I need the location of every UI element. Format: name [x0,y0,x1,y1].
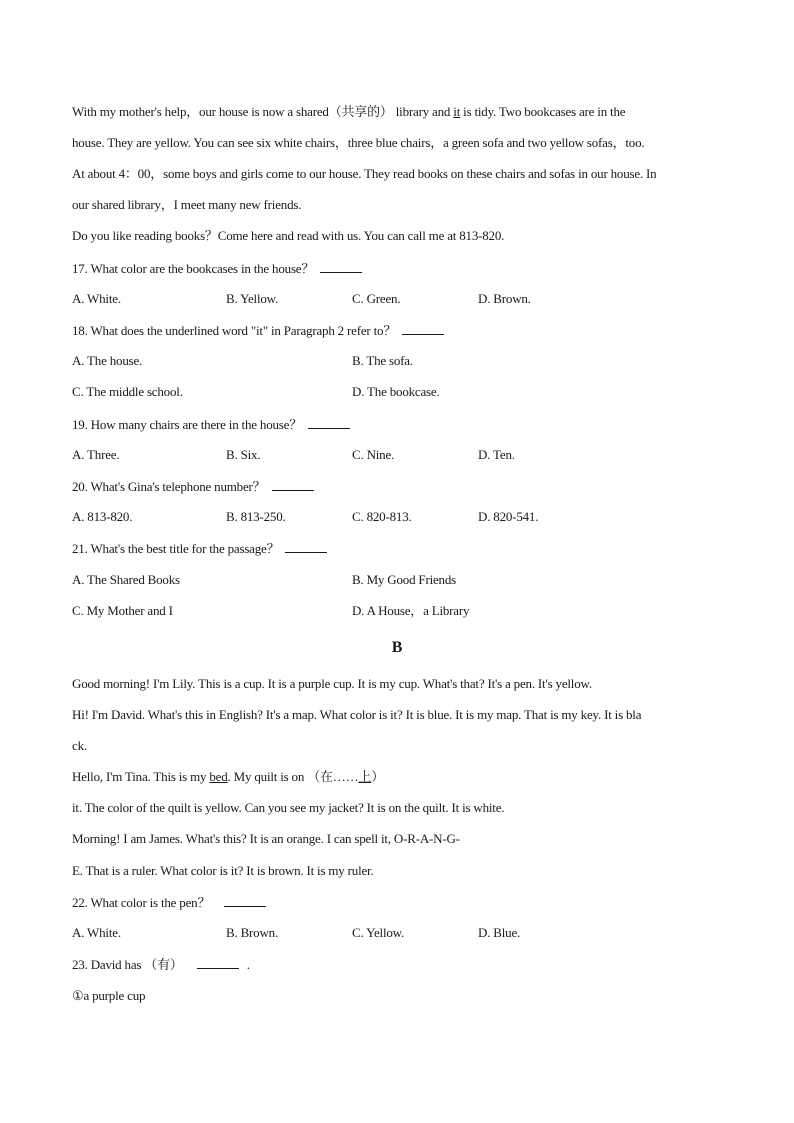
passage-line: our shared library，I meet many new friends. [72,197,302,212]
question-stem [72,260,362,277]
underlined-word: it [453,104,461,119]
option-c[interactable]: C. The middle school. [72,384,183,399]
options-row [72,291,732,307]
option-b[interactable]: B. Brown. [226,925,279,940]
answer-blank[interactable] [402,322,444,335]
option-b[interactable]: B. Six. [226,447,261,462]
answer-blank[interactable] [224,894,266,907]
passage-line: house. They are yellow. You can see six white chairs，three blue chairs，a green sofa and two yellow sofas，too. [72,135,645,150]
option-a[interactable]: A. Three. [72,447,120,462]
passage-line [72,769,384,785]
text: ） [371,769,385,784]
option-c[interactable]: C. Green. [352,291,401,306]
stem-text: 17. What color are the bookcases in the house？ [72,261,315,276]
option-c[interactable]: C. Yellow. [352,925,405,940]
option-d[interactable]: D. Brown. [478,291,531,306]
stem-text: 23. David has （有） [72,957,183,972]
question-stem [72,540,327,557]
options-row [72,572,732,588]
option-b[interactable]: B. My Good Friends [352,572,457,587]
passage-line: it. The color of the quilt is yellow. Can you see my jacket? It is on the quilt. It is white. [72,800,505,815]
passage-line: Morning! I am James. What's this? It is an orange. I can spell it, O-R-A-N-G- [72,831,460,846]
answer-blank[interactable] [285,540,327,553]
passage-line: Do you like reading books？Come here and read with us. You can call me at 813-820. [72,228,505,243]
option-1[interactable]: ①a purple cup [72,988,146,1003]
option-a[interactable]: A. 813-820. [72,509,133,524]
answer-blank[interactable] [308,416,350,429]
question-stem [72,322,444,339]
options-row [72,353,732,369]
question-stem [72,956,250,973]
option-c[interactable]: C. My Mother and I [72,603,173,618]
options-row [72,447,732,463]
passage-line: E. That is a ruler. What color is it? It is brown. It is my ruler. [72,863,374,878]
passage-line [72,104,625,120]
options-row [72,509,732,525]
question-stem [72,894,266,911]
passage-line: At about 4：00，some boys and girls come to our house. They read books on these chairs and sofas in our house. In [72,166,657,181]
text: Hello, I'm Tina. This is my [72,769,210,784]
underlined-word: bed [209,769,228,784]
passage-line: Hi! I'm David. What's this in English? It's a map. What color is it? It is blue. It is my map. That is my key. It is bla [72,707,642,722]
option-a[interactable]: A. The Shared Books [72,572,180,587]
option-b[interactable]: B. Yellow. [226,291,279,306]
option-a[interactable]: A. The house. [72,353,143,368]
answer-blank[interactable] [197,956,239,969]
stem-text: 22. What color is the pen？ [72,895,211,910]
section-heading: B [391,639,403,656]
passage-line: Good morning! I'm Lily. This is a cup. It is a purple cup. It is my cup. What's that? It's a pen. It's yellow. [72,676,592,691]
option-d[interactable]: D. Blue. [478,925,521,940]
options-row [72,603,732,619]
options-row [72,384,732,400]
options-row [72,925,732,941]
stem-text: 20. What's Gina's telephone number？ [72,479,266,494]
option-c[interactable]: C. 820-813. [352,509,412,524]
option-a[interactable]: A. White. [72,291,121,306]
option-d[interactable]: D. A House，a Library [352,603,470,618]
underlined-word: 上 [358,769,372,784]
option-d[interactable]: D. Ten. [478,447,515,462]
text: is tidy. Two bookcases are in the [460,104,626,119]
option-a[interactable]: A. White. [72,925,121,940]
option-c[interactable]: C. Nine. [352,447,395,462]
text: . My quilt is on （在…… [227,769,359,784]
passage-line: ck. [72,738,87,753]
answer-blank[interactable] [320,260,362,273]
option-b[interactable]: B. 813-250. [226,509,286,524]
stem-text: 21. What's the best title for the passage？ [72,541,280,556]
answer-blank[interactable] [272,478,314,491]
option-b[interactable]: B. The sofa. [352,353,413,368]
question-stem [72,416,350,433]
option-d[interactable]: D. 820-541. [478,509,539,524]
text: With my mother's help，our house is now a shared（共享的） library and [72,104,454,119]
stem-text: 19. How many chairs are there in the house？ [72,417,303,432]
stem-period: . [246,957,250,972]
stem-text: 18. What does the underlined word "it" in Paragraph 2 refer to？ [72,323,397,338]
option-d[interactable]: D. The bookcase. [352,384,440,399]
question-stem [72,478,314,495]
